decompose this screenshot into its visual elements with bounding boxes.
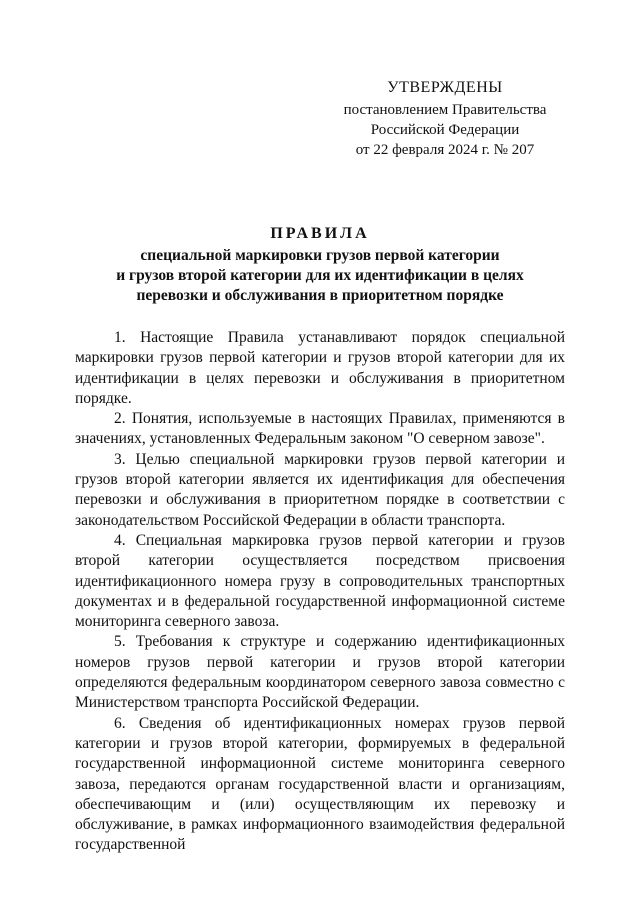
approval-block xyxy=(330,78,560,160)
paragraph-5: 5. Требования к структуре и содержанию идентификационных номеров грузов первой категории и грузов второй категории определяются федеральным координатором северного завоза совместно с Министерством транспорта Российской Федерации. xyxy=(75,633,565,712)
paragraph-6: 6. Сведения об идентификационных номерах грузов первой категории и грузов второй категории, формируемых в федеральной государственной информационной системе мониторинга северного завоза, передаются органам государственной власти и организациям, обеспечивающим и (или) осуществляющим их перевозку и обслуживание, в рамках информационного взаимодействия федеральной государственной xyxy=(75,714,565,854)
approval-heading: УТВЕРЖДЕНЫ xyxy=(387,79,503,96)
subtitle-line-1: специальной маркировки грузов первой категории xyxy=(140,247,500,264)
paragraph-3: 3. Целью специальной маркировки грузов первой категории и грузов второй категории является их идентификация для обеспечения перевозки и обслуживания в приоритетном порядке в соответствии с законодательством Российской Федерации в области транспорта. xyxy=(75,450,565,529)
subtitle-line-3: перевозки и обслуживания в приоритетном порядке xyxy=(136,287,504,304)
subtitle-line-2: и грузов второй категории для их идентификации в целях xyxy=(116,267,524,284)
paragraph-2: 2. Понятия, используемые в настоящих Правилах, применяются в значениях, установленных Федеральным законом "О северном завозе". xyxy=(75,410,565,448)
approval-line-3: от 22 февраля 2024 г. № 207 xyxy=(355,142,535,158)
paragraph-1: 1. Настоящие Правила устанавливают порядок специальной маркировки грузов первой категории и грузов второй категории для их идентификации в целях перевозки и обслуживания в приоритетном порядке. xyxy=(75,329,565,407)
document-title: ПРАВИЛА xyxy=(270,225,370,242)
paragraph-4: 4. Специальная маркировка грузов первой категории и грузов второй категории осуществляется посредством присвоения идентификационного номера грузу в сопроводительных транспортных документах и в федеральной государственной информационной системе мониторинга северного завоза. xyxy=(75,531,565,631)
approval-line-1: постановлением Правительства xyxy=(343,102,547,118)
document-subtitle xyxy=(75,246,565,306)
approval-line-2: Российской Федерации xyxy=(370,122,520,138)
document-body xyxy=(75,328,565,856)
